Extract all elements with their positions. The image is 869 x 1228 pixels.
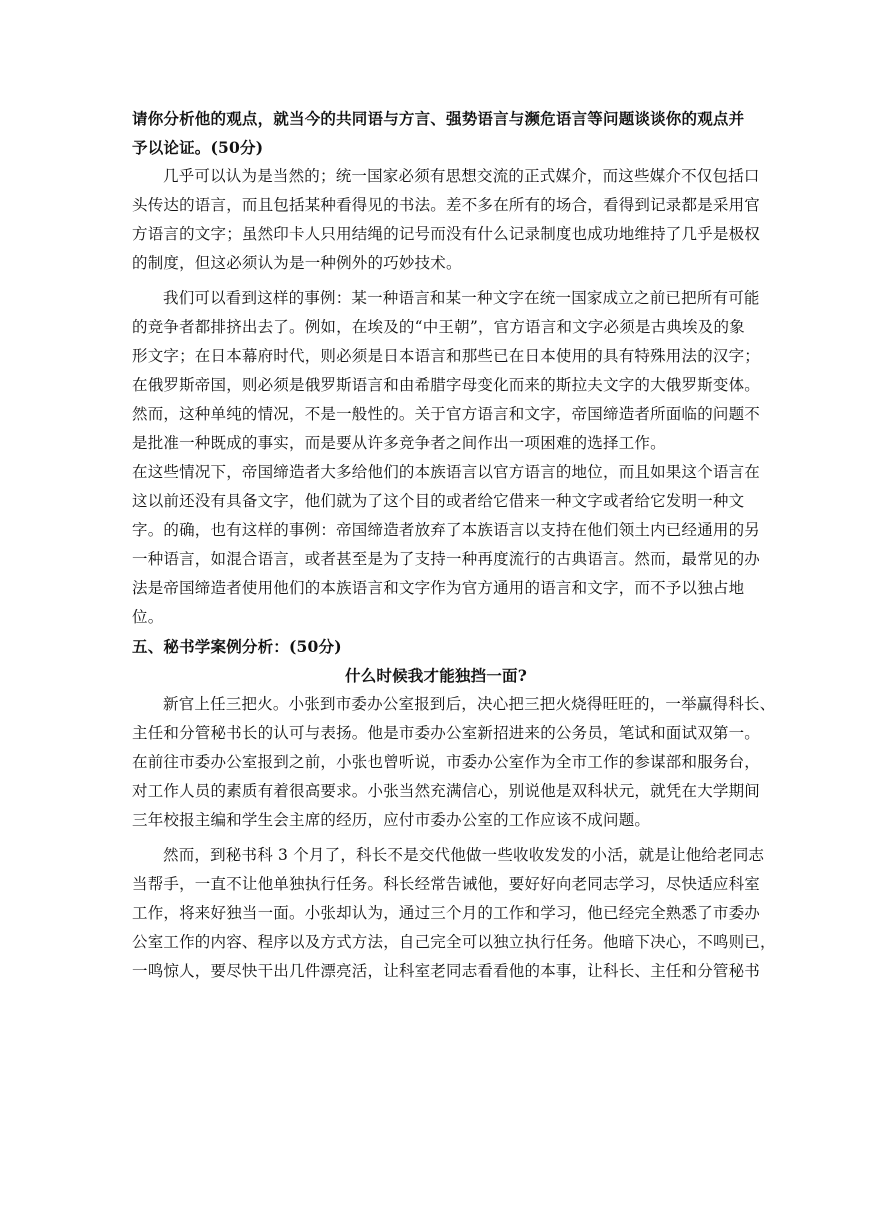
text-line: 在这些情况下，帝国缔造者大多给他们的本族语言以官方语言的地位，而且如果这个语言在 [132, 463, 761, 481]
text-line: 然而，到秘书科 3 个月了，科长不是交代他做一些收收发发的小活，就是让他给老同志 [163, 846, 765, 864]
text-line: 的制度，但这必须认为是一种例外的巧妙技术。 [132, 254, 462, 272]
passage-paragraph-2 [132, 284, 761, 458]
text-line: 形文字；在日本幕府时代，则必须是日本语言和那些已在日本使用的具有特殊用法的汉字； [132, 347, 761, 365]
case-paragraph-2 [132, 841, 776, 986]
case-title: 什么时候我才能独挡一面? [345, 666, 527, 685]
passage-paragraph-1 [132, 162, 761, 278]
text-line: 方语言的文字；虽然印卡人只用结绳的记号而没有什么记录制度也成功地维持了几乎是极权 [132, 225, 761, 243]
text-line: 三年校报主编和学生会主席的经历，应付市委办公室的工作应该不成问题。 [132, 811, 651, 829]
text-line: 主任和分管秘书长的认可与表扬。他是市委办公室新招进来的公务员，笔试和面试双第一。 [132, 724, 761, 742]
text-line: 我们可以看到这样的事例：某一种语言和某一种文字在统一国家成立之前已把所有可能 [163, 289, 760, 307]
text-line: 一种语言，如混合语言，或者甚至是为了支持一种再度流行的古典语言。然而，最常见的办 [132, 550, 761, 568]
text-line: 几乎可以认为是当然的；统一国家必须有思想交流的正式媒介，而这些媒介不仅包括口 [163, 167, 760, 185]
text-line: 然而，这种单纯的情况，不是一般性的。关于官方语言和文字，帝国缔造者所面临的问题不 [132, 405, 761, 423]
text-line: 在俄罗斯帝国，则必须是俄罗斯语言和由希腊字母变化而来的斯拉夫文字的大俄罗斯变体。 [132, 376, 761, 394]
text-line: 是批准一种既成的事实，而是要从许多竞争者之间作出一项困难的选择工作。 [132, 434, 666, 452]
text-line: 工作，将来好独当一面。小张却认为，通过三个月的工作和学习，他已经完全熟悉了市委办 [132, 904, 761, 922]
text-line: 一鸣惊人，要尽快干出几件漂亮活，让科室老同志看看他的本事，让科长、主任和分管秘书 [132, 962, 761, 980]
text-line: 新官上任三把火。小张到市委办公室报到后，决心把三把火烧得旺旺的，一举赢得科长、 [163, 695, 776, 713]
text-line: 法是帝国缔造者使用他们的本族语言和文字作为官方通用的语言和文字，而不予以独占地 [132, 579, 745, 597]
document-page [132, 104, 776, 986]
section-heading: 五、秘书学案例分析：(50分) [132, 637, 342, 656]
passage-paragraph-3 [132, 458, 761, 632]
question-intro [132, 104, 745, 162]
text-line: 予以论证。(50分) [132, 138, 264, 157]
case-paragraph-1 [132, 690, 776, 835]
text-line: 公室工作的内容、程序以及方式方法，自己完全可以独立执行任务。他暗下决心，不鸣则已， [132, 933, 776, 951]
text-line: 字。的确，也有这样的事例：帝国缔造者放弃了本族语言以支持在他们领土内已经通用的另 [132, 521, 761, 539]
text-line: 这以前还没有具备文字，他们就为了这个目的或者给它借来一种文字或者给它发明一种文 [132, 492, 745, 510]
text-line: 位。 [132, 608, 164, 626]
text-line: 对工作人员的素质有着很高要求。小张当然充满信心，别说他是双科状元，就凭在大学期间 [132, 782, 761, 800]
text-line: 头传达的语言，而且包括某种看得见的书法。差不多在所有的场合，看得到记录都是采用官 [132, 196, 761, 214]
text-line: 当帮手，一直不让他单独执行任务。科长经常告诫他，要好好向老同志学习，尽快适应科室 [132, 875, 761, 893]
text-line: 请你分析他的观点，就当今的共同语与方言、强势语言与濒危语言等问题谈谈你的观点并 [132, 109, 745, 128]
text-line: 的竞争者都排挤出去了。例如，在埃及的“中王朝”，官方语言和文字必须是古典埃及的象 [132, 318, 745, 336]
text-line: 在前往市委办公室报到之前，小张也曾听说，市委办公室作为全市工作的参谋部和服务台， [132, 753, 761, 771]
